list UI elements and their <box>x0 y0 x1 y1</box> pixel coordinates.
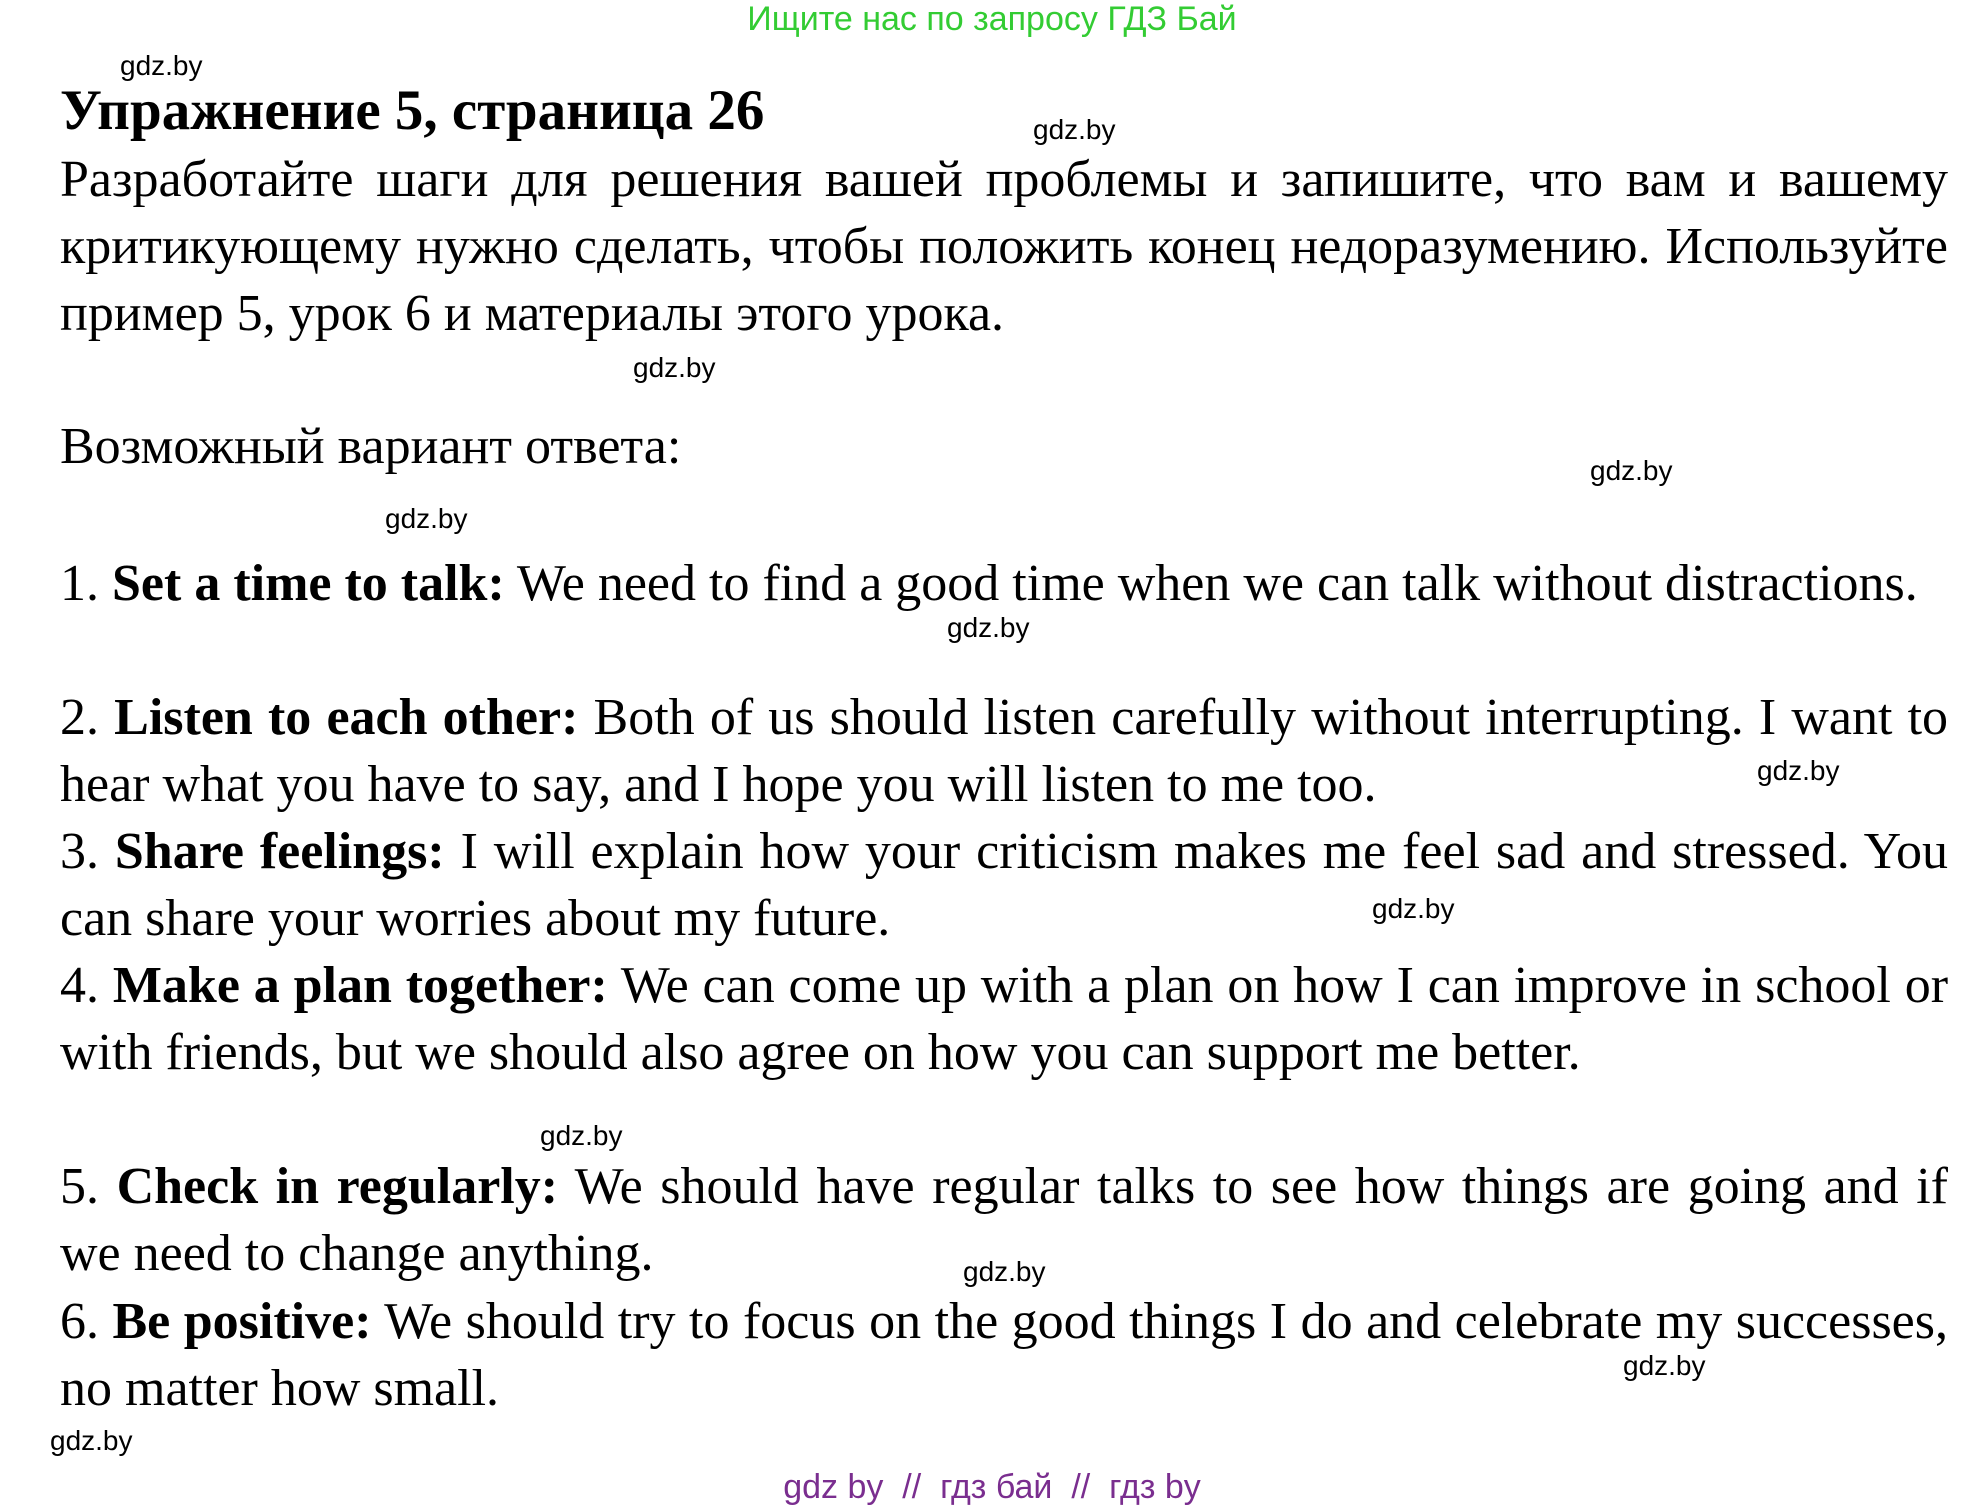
step-heading: Set a time to talk: <box>112 555 505 612</box>
watermark: gdz.by <box>540 1120 623 1151</box>
watermark: gdz.by <box>1590 455 1673 486</box>
step-text: We should try to focus on the good things I do and celebrate my successes, no matter how small. <box>60 1293 1948 1417</box>
watermark: gdz.by <box>1372 893 1455 924</box>
step-number: 4. <box>60 957 99 1014</box>
watermark: gdz.by <box>633 352 716 383</box>
step-number: 3. <box>60 823 99 880</box>
page-title: Упражнение 5, страница 26 <box>60 79 765 142</box>
step-heading: Be positive: <box>112 1293 372 1350</box>
watermark: gdz.by <box>50 1425 133 1456</box>
step-number: 5. <box>60 1158 99 1215</box>
step-heading: Listen to each other: <box>114 689 579 746</box>
watermark: gdz.by <box>963 1256 1046 1287</box>
footer-links: gdz by // гдз бай // гдз by <box>783 1468 1201 1506</box>
step-text: Both of us should listen carefully without interrupting. I want to hear what you have to say, and I hope you will listen to me too. <box>60 689 1949 813</box>
step-text: We need to find a good time when we can talk without distractions. <box>516 555 1918 612</box>
answer-label: Возможный вариант ответа: <box>60 418 682 475</box>
watermark: gdz.by <box>947 612 1030 643</box>
step-1 <box>60 550 1948 617</box>
step-text: I will explain how your criticism makes me feel sad and stressed. You can share your worries about my future. <box>60 823 1949 947</box>
step-3 <box>60 818 1948 952</box>
step-text: We can come up with a plan on how I can improve in school or with friends, but we should also agree on how you can support me better. <box>60 957 1949 1081</box>
watermark: gdz.by <box>120 50 203 81</box>
step-number: 1. <box>60 555 99 612</box>
instruction-paragraph: Разработайте шаги для решения вашей проблемы и запишите, что вам и вашему критикующему нужно сделать, чтобы положить конец недоразумению. Используйте пример 5, урок 6 и материалы этого урока. <box>60 151 1948 342</box>
step-2 <box>60 684 1948 818</box>
step-heading: Check in regularly: <box>116 1158 559 1215</box>
step-heading: Share feelings: <box>114 823 445 880</box>
watermark: gdz.by <box>1623 1350 1706 1381</box>
step-text: We should have regular talks to see how things are going and if we need to change anything. <box>60 1158 1948 1282</box>
step-heading: Make a plan together: <box>112 957 608 1014</box>
step-number: 2. <box>60 689 99 746</box>
step-number: 6. <box>60 1293 99 1350</box>
step-4 <box>60 952 1948 1086</box>
watermark: gdz.by <box>385 503 468 534</box>
watermark: gdz.by <box>1033 114 1116 145</box>
watermark: gdz.by <box>1757 755 1840 786</box>
promo-banner: Ищите нас по запросу ГДЗ Бай <box>747 0 1237 38</box>
